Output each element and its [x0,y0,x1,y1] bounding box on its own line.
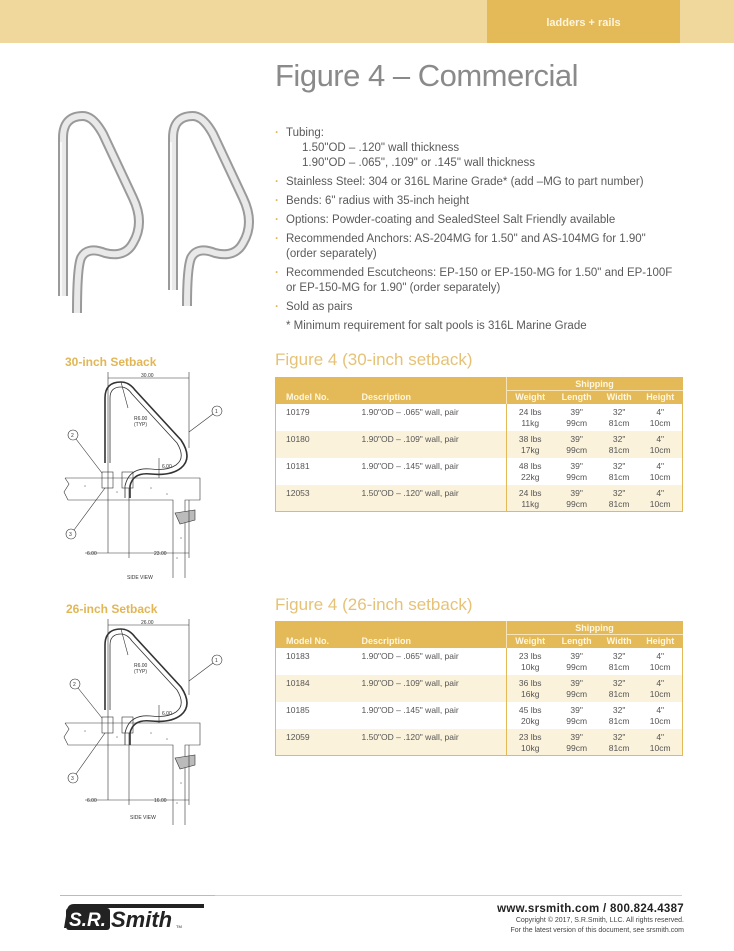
callout-2: 2 [71,433,74,439]
length-cell: 39" 99cm [566,460,588,482]
weight-cell: 45 lbs 20kg [507,702,554,729]
col-length: Length [553,635,599,648]
length-cell: 39" 99cm [553,729,599,756]
table-row [276,458,683,485]
model-cell: 10184 [276,675,352,702]
handrail-right [171,116,249,306]
footnote: * Minimum requirement for salt pools is 316L Marine Grade [286,320,587,332]
height-cell: 4" 10cm [638,431,682,458]
dim-width: 30.00 [141,373,154,379]
header-band-left [0,0,485,43]
width-cell: 32" 81cm [608,406,630,428]
callout-3: 3 [71,776,74,782]
table-row [276,404,683,431]
model-cell: 10185 [286,704,310,715]
dim-clearance: 6.00 [162,464,172,470]
col-description: Description [352,391,507,404]
setback-26-diagram [55,615,235,820]
col-length: Length [553,391,599,404]
features-list [275,126,675,334]
description-cell: 1.90"OD – .145" wall, pair [361,704,459,715]
bullet-text: · Tubing: [286,127,324,139]
length-cell: 39" 99cm [553,431,599,458]
weight-cell: 36 lbs 16kg [507,675,554,702]
header-bar [0,0,734,43]
weight-cell: 24 lbs 11kg [507,404,554,431]
width-cell: 32" 81cm [608,704,630,726]
length-cell: 39" 99cm [553,675,599,702]
description-cell: 1.90"OD – .065" wall, pair [361,406,459,417]
width-cell: 32" 81cm [600,729,639,756]
footer-copyright: Copyright © 2017, S.R.Smith, LLC. All rights reserved. [515,917,684,924]
bullet-bends: · Bends: 6" radius with 35-inch height [275,194,675,209]
handrail-pair-photo [55,108,255,323]
model-cell: 10183 [286,650,310,661]
model-cell: 10179 [286,406,310,417]
dim-right: 23.00 [154,551,167,557]
side-view-caption: SIDE VIEW [130,815,156,821]
handrail-left [61,116,139,313]
width-cell: 32" 81cm [600,485,639,512]
bullet-escutcheons: · Recommended Escutcheons: EP-150 or EP-150-MG for 1.50" and EP-100F or EP-150-MG for 1.90" (order separately) [275,266,675,296]
weight-cell: 23 lbs 10kg [507,729,554,756]
dim-width: 26.00 [141,620,154,626]
dim-clearance: 6.00 [162,711,172,717]
table-row [276,485,683,512]
dim-typ: (TYP) [134,669,148,675]
width-cell: 32" 81cm [600,675,639,702]
width-cell: 32" 81cm [608,650,630,672]
col-model: Model No. [276,635,352,648]
length-cell: 39" 99cm [566,406,588,428]
table-row [276,431,683,458]
table-row [276,729,683,756]
height-cell: 4" 10cm [649,704,671,726]
setback-30-title: Figure 4 (30-inch setback) [275,350,473,369]
setback-30-table [275,377,683,512]
bullet-subtext: 1.90"OD – .065", .109" or .145" wall thickness [302,157,536,169]
footer-divider [60,895,215,896]
shipping-header: Shipping [507,378,683,391]
dim-left: 6.00 [87,798,97,804]
table-row [276,675,683,702]
height-cell: 4" 10cm [649,406,671,428]
dim-right: 16.00 [154,798,167,804]
col-model: Model No. [276,391,352,404]
bullet-stainless: · Stainless Steel: 304 or 316L Marine Grade* (add –MG to part number) [275,175,675,190]
bullet-sold-as-pairs: · Sold as pairs [275,300,675,315]
dim-radius: R6.00 [134,663,148,669]
height-cell: 4" 10cm [649,460,671,482]
height-cell: 4" 10cm [649,650,671,672]
callout-1: 1 [215,409,218,415]
model-cell: 10181 [286,460,310,471]
weight-cell: 48 lbs 22kg [507,458,554,485]
bullet-options: · Options: Powder-coating and SealedSteel Salt Friendly available [275,213,675,228]
description-cell: 1.50"OD – .120" wall, pair [352,729,507,756]
col-weight: Weight [507,391,554,404]
description-cell: 1.90"OD – .145" wall, pair [361,460,459,471]
col-width: Width [600,391,639,404]
col-weight: Weight [507,635,554,648]
logo-sr: S.R. [69,910,106,931]
description-cell: 1.90"OD – .109" wall, pair [352,675,507,702]
table-row [276,648,683,675]
svg-text:TM: TM [176,924,182,929]
setback-30-diagram [55,368,235,581]
callout-2: 2 [73,682,76,688]
weight-cell: 38 lbs 17kg [507,431,554,458]
callout-3: 3 [69,532,72,538]
page-title: Figure 4 – Commercial [275,58,579,93]
srsmith-logo [64,900,214,932]
footer-divider [215,895,682,896]
footer-website-phone: www.srsmith.com / 800.824.4387 [497,903,684,915]
side-view-caption: SIDE VIEW [127,575,153,581]
weight-cell: 24 lbs 11kg [507,485,554,512]
shipping-header: Shipping [507,622,683,635]
description-cell: 1.50"OD – .120" wall, pair [352,485,507,512]
bullet-tubing [275,126,675,171]
length-cell: 39" 99cm [553,485,599,512]
width-cell: 32" 81cm [600,431,639,458]
callout-1: 1 [215,658,218,664]
description-cell: 1.90"OD – .109" wall, pair [352,431,507,458]
width-cell: 32" 81cm [608,460,630,482]
model-cell: 12053 [276,485,352,512]
setback-26-label: 26-inch Setback [66,602,158,616]
setback-26-table [275,621,683,756]
model-cell: 12059 [276,729,352,756]
col-width: Width [600,635,639,648]
length-cell: 39" 99cm [566,650,588,672]
header-band-right [682,0,734,43]
setback-26-title: Figure 4 (26-inch setback) [275,595,473,614]
model-cell: 10180 [276,431,352,458]
col-height: Height [638,635,682,648]
description-cell: 1.90"OD – .065" wall, pair [361,650,459,661]
section-tab: ladders + rails [487,0,680,43]
dim-left: 6.00 [87,551,97,557]
col-height: Height [638,391,682,404]
bullet-anchors: · Recommended Anchors: AS-204MG for 1.50" and AS-104MG for 1.90" (order separately) [275,232,675,262]
table-row [276,702,683,729]
dim-radius: R6.00 [134,416,148,422]
dim-typ: (TYP) [134,422,148,428]
col-description: Description [352,635,507,648]
logo-smith: Smith [111,907,173,932]
length-cell: 39" 99cm [566,704,588,726]
weight-cell: 23 lbs 10kg [507,648,554,675]
setback-30-label: 30-inch Setback [65,355,157,369]
bullet-subtext: 1.50"OD – .120" wall thickness [302,142,460,154]
footer-latest-version: For the latest version of this document, see srsmith.com [510,927,684,934]
height-cell: 4" 10cm [638,729,682,756]
height-cell: 4" 10cm [638,675,682,702]
height-cell: 4" 10cm [638,485,682,512]
